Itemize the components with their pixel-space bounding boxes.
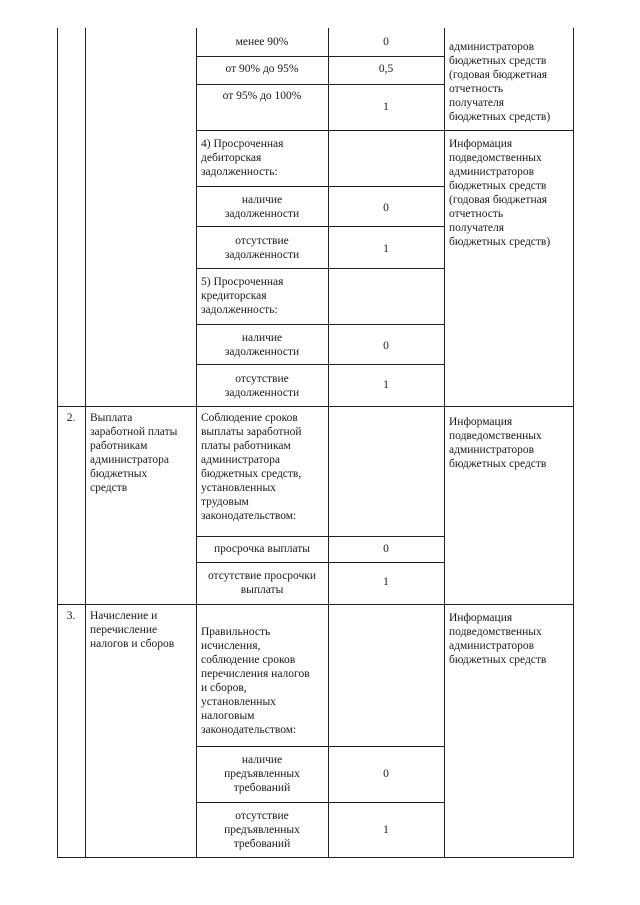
row-line (196, 802, 444, 803)
score-value: 1 (383, 576, 389, 588)
row-line (196, 364, 444, 365)
row-line (196, 226, 444, 227)
criterion-5: 5) Просроченная кредиторская задолженность: (201, 276, 284, 316)
source-cell: Информация подведомственных администраторов бюджетных средств (449, 612, 547, 666)
score-value: 0,5 (378, 63, 394, 75)
source-cell: администраторов бюджетных средств (годовая бюджетная отчетность получателя бюджетных средств) (449, 41, 551, 123)
table-border-bottom (57, 857, 573, 858)
score-value: 1 (383, 379, 389, 391)
row-line (196, 268, 444, 269)
row-line (196, 324, 444, 325)
row-line (196, 186, 444, 187)
row-line (196, 746, 444, 747)
sub-criterion-90-95: от 90% до 95% (225, 63, 299, 75)
score-value: 0 (383, 202, 389, 214)
sub-criterion-debt-absent: отсутствие задолженности (224, 235, 300, 261)
row-line (57, 604, 573, 605)
row-line (196, 84, 444, 85)
sub-criterion-debt-present: наличие задолженности (224, 332, 300, 358)
row-number: 2. (66, 412, 76, 424)
indicator-name: Выплата заработной платы работникам администратора бюджетных средств (90, 412, 178, 494)
row-number: 3. (66, 610, 76, 622)
score-value: 1 (383, 824, 389, 836)
sub-criterion-claims-absent: отсутствие предъявленных требований (224, 810, 300, 850)
score-value: 0 (383, 36, 389, 48)
score-value: 0 (383, 543, 389, 555)
indicator-name: Начисление и перечисление налогов и сборов (90, 610, 175, 650)
row-line (196, 130, 573, 131)
col-divider-source (444, 28, 445, 858)
score-value: 0 (383, 768, 389, 780)
sub-criterion-95-100: от 95% до 100% (222, 90, 302, 102)
source-cell: Информация подведомственных администраторов бюджетных средств (годовая бюджетная отчетность получателя бюджетных средств) (449, 138, 551, 248)
row-line (57, 406, 573, 407)
criterion-4: 4) Просроченная дебиторская задолженность: (201, 138, 284, 178)
table-border-left (57, 28, 58, 858)
sub-criterion-less-90: менее 90% (235, 36, 289, 48)
row-line (196, 562, 444, 563)
sub-criterion-claims-present: наличие предъявленных требований (224, 754, 300, 794)
row-line (196, 56, 444, 57)
sub-criterion-debt-absent: отсутствие задолженности (224, 373, 300, 399)
col-divider-value (328, 28, 329, 858)
sub-criterion-delay: просрочка выплаты (213, 543, 311, 555)
score-value: 1 (383, 243, 389, 255)
col-divider-criterion (196, 28, 197, 858)
source-cell: Информация подведомственных администраторов бюджетных средств (449, 416, 547, 470)
sub-criterion-debt-present: наличие задолженности (224, 194, 300, 220)
criterion: Соблюдение сроков выплаты заработной платы работникам администратора бюджетных средств, установленных трудовым законодательством: (201, 412, 302, 522)
score-value: 0 (383, 340, 389, 352)
table-border-right (573, 28, 574, 858)
col-divider-name (85, 28, 86, 858)
score-value: 1 (383, 101, 389, 113)
sub-criterion-no-delay: отсутствие просрочки выплаты (207, 570, 317, 596)
criterion: Правильность исчисления, соблюдение сроков перечисления налогов и сборов, установленных налоговым законодательством: (201, 626, 310, 736)
row-line (196, 536, 444, 537)
